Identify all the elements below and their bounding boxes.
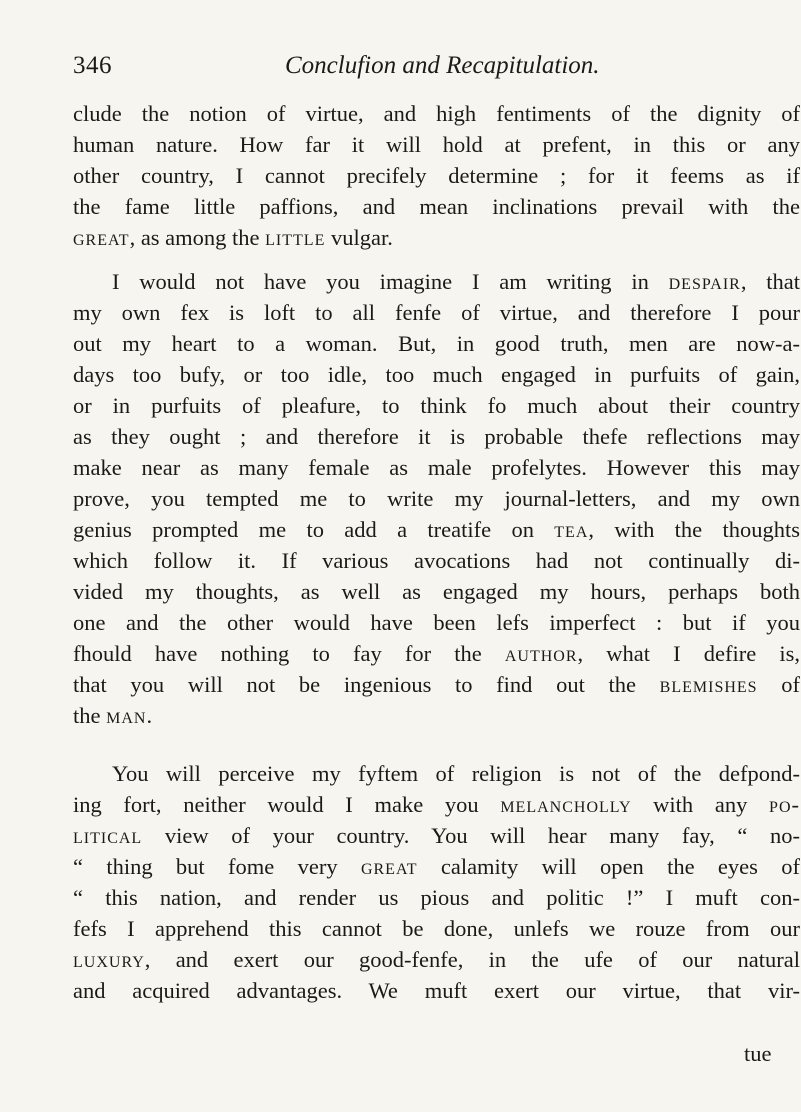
text-line: or in purfuits of pleafure, to think fo much about their country bbox=[73, 393, 800, 418]
running-header bbox=[73, 52, 793, 86]
small-caps-word: author bbox=[504, 641, 578, 666]
text-line: “ thing but fome very great calamity will open the eyes of bbox=[73, 854, 800, 879]
text-line: fhould have nothing to fay for the author, what I defire is, bbox=[73, 641, 800, 666]
small-caps-word: melancholly bbox=[500, 792, 632, 817]
text-line: fefs I apprehend this cannot be done, unlefs we rouze from our bbox=[73, 916, 800, 941]
text-line: genius prompted me to add a treatife on tea, with the thoughts bbox=[73, 517, 800, 542]
text-line: make near as many female as male profelytes. However this may bbox=[73, 455, 800, 480]
text-line: luxury, and exert our good-fenfe, in the ufe of our natural bbox=[73, 947, 800, 972]
text-line: as they ought ; and therefore it is probable thefe reflections may bbox=[73, 424, 800, 449]
small-caps-word: despair bbox=[668, 269, 741, 294]
small-caps-word: luxury bbox=[73, 947, 145, 972]
text-line: which follow it. If various avocations had not continually di- bbox=[73, 548, 800, 573]
text-line: the fame little paffions, and mean inclinations prevail with the bbox=[73, 194, 800, 219]
small-caps-word: po- bbox=[769, 792, 800, 817]
text-line: great, as among the little vulgar. bbox=[73, 225, 393, 250]
text-line: ing fort, neither would I make you melancholly with any po- bbox=[73, 792, 800, 817]
small-caps-word: tea bbox=[554, 517, 589, 542]
page-number: 346 bbox=[73, 52, 112, 79]
text-line: out my heart to a woman. But, in good truth, men are now-a- bbox=[73, 331, 800, 356]
catchword: tue bbox=[744, 1041, 772, 1066]
text-line: that you will not be ingenious to find out the blemishes of bbox=[73, 672, 800, 697]
text-line: human nature. How far it will hold at prefent, in this or any bbox=[73, 132, 800, 157]
running-title: Conclufion and Recapitulation. bbox=[285, 52, 600, 79]
text-line: other country, I cannot precifely determine ; for it feems as if bbox=[73, 163, 800, 188]
small-caps-word: great bbox=[73, 225, 130, 250]
text-line: vided my thoughts, as well as engaged my hours, perhaps both bbox=[73, 579, 800, 604]
text-line: the man. bbox=[73, 703, 153, 728]
text-line: my own fex is loft to all fenfe of virtue, and therefore I pour bbox=[73, 300, 800, 325]
small-caps-word: man bbox=[106, 703, 147, 728]
text-line: and acquired advantages. We muft exert our virtue, that vir- bbox=[73, 978, 800, 1003]
text-line: litical view of your country. You will hear many fay, “ no- bbox=[73, 823, 800, 848]
text-line: I would not have you imagine I am writing in despair, that bbox=[112, 269, 800, 294]
text-line: prove, you tempted me to write my journal-letters, and my own bbox=[73, 486, 800, 511]
text-line: days too bufy, or too idle, too much engaged in purfuits of gain, bbox=[73, 362, 800, 387]
small-caps-word: litical bbox=[73, 823, 143, 848]
small-caps-word: blemishes bbox=[659, 672, 758, 697]
small-caps-word: little bbox=[265, 225, 326, 250]
text-line: one and the other would have been lefs imperfect : but if you bbox=[73, 610, 800, 635]
text-line: “ this nation, and render us pious and politic !” I muft con- bbox=[73, 885, 800, 910]
text-line: clude the notion of virtue, and high fentiments of the dignity of bbox=[73, 101, 800, 126]
small-caps-word: great bbox=[360, 854, 418, 879]
text-line: You will perceive my fyftem of religion is not of the defpond- bbox=[112, 761, 800, 786]
